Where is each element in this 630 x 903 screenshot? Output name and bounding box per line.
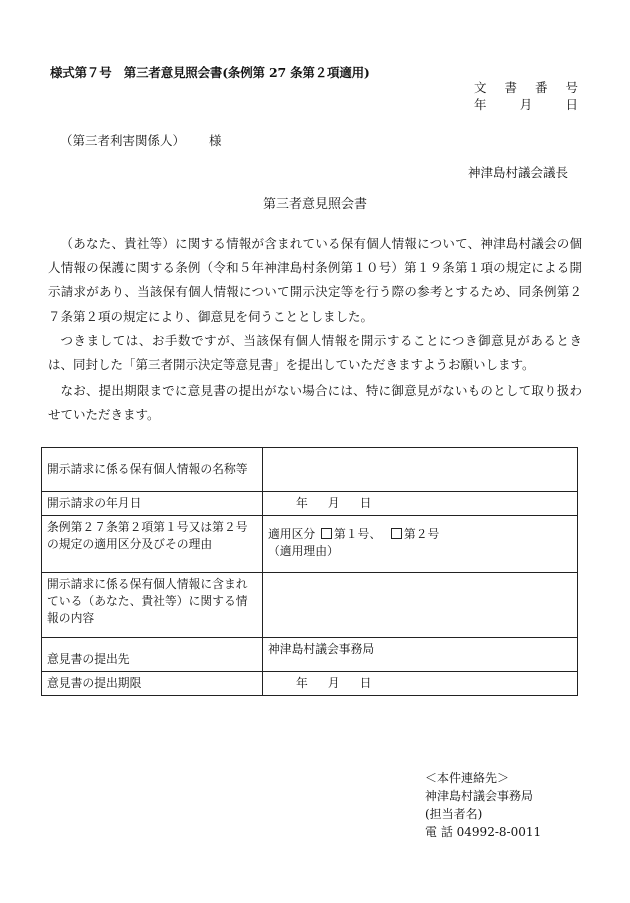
value-info-content[interactable] [263,573,578,638]
inquiry-info-table [41,447,578,696]
table-row [42,672,578,696]
contact-phone: 電 話 04992-8-0011 [425,825,542,839]
paragraph: （あなた、貴社等）に関する情報が含まれている保有個人情報について、神津島村議会の個人情報の保護に関する条例（令和５年神津島村条例第１０号）第１９条第１項の規定による開示請求があり、当該保有個人情報について開示決定等を行う際の参考とするため、同条例第２７条第２項の規定により、御意見を伺うこととしました。 [48,236,582,324]
option-1-checkbox[interactable] [321,528,332,539]
label-request-date: 開示請求の年月日 [42,492,263,516]
value-submit-destination: 神津島村議会事務局 [263,638,578,672]
table-row [42,573,578,638]
sender: 神津島村議会議長 [467,165,568,180]
value-applicable-category: 適用区分 第１号、 第２号 （適用理由） [263,516,578,573]
document-body [48,232,582,428]
applicable-reason[interactable]: （適用理由） [268,544,339,558]
contact-heading: ＜本件連絡先＞ [425,771,510,785]
contact-office: 神津島村議会事務局 [425,789,534,803]
contact-block [425,769,541,841]
table-row [42,492,578,516]
document-number-block [474,79,578,113]
document-number-row: 文 書 番 号 [474,80,578,95]
document-title: 第三者意見照会書 [262,197,367,212]
value-submit-deadline[interactable]: 年 月 日 [263,672,578,696]
paragraph: つきましては、お手数ですが、当該保有個人情報を開示することにつき御意見があるときは、同封した「第三者開示決定等意見書」を提出していただきますようお願いします。 [48,332,582,373]
addressee [60,131,222,149]
form-title: 様式第７号 第三者意見照会書(条例第 27 条第２項適用) [50,65,370,80]
label-submit-deadline: 意見書の提出期限 [42,672,263,696]
value-personal-info-name[interactable] [263,448,578,492]
addressee-suffix: 様 [209,133,222,148]
label-info-content: 開示請求に係る保有個人情報に含まれている（あなた、貴社等）に関する情報の内容 [42,573,263,638]
document-date-row: 年 月 日 [474,97,578,112]
paragraph: なお、提出期限までに意見書の提出がない場合には、特に御意見がないものとして取り扱わせていただきます。 [48,383,582,423]
table-row [42,448,578,492]
contact-person: (担当者名) [425,807,483,821]
phone-number: 04992-8-0011 [456,825,542,839]
label-submit-destination: 意見書の提出先 [42,638,263,672]
table-row [42,516,578,573]
value-request-date[interactable]: 年 月 日 [263,492,578,516]
addressee-name: （第三者利害関係人） [60,133,186,148]
table-row [42,638,578,672]
label-personal-info-name: 開示請求に係る保有個人情報の名称等 [42,448,263,492]
option-2-checkbox[interactable] [391,528,402,539]
label-applicable-category: 条例第２７条第２項第１号又は第２号の規定の適用区分及びその理由 [42,516,263,573]
